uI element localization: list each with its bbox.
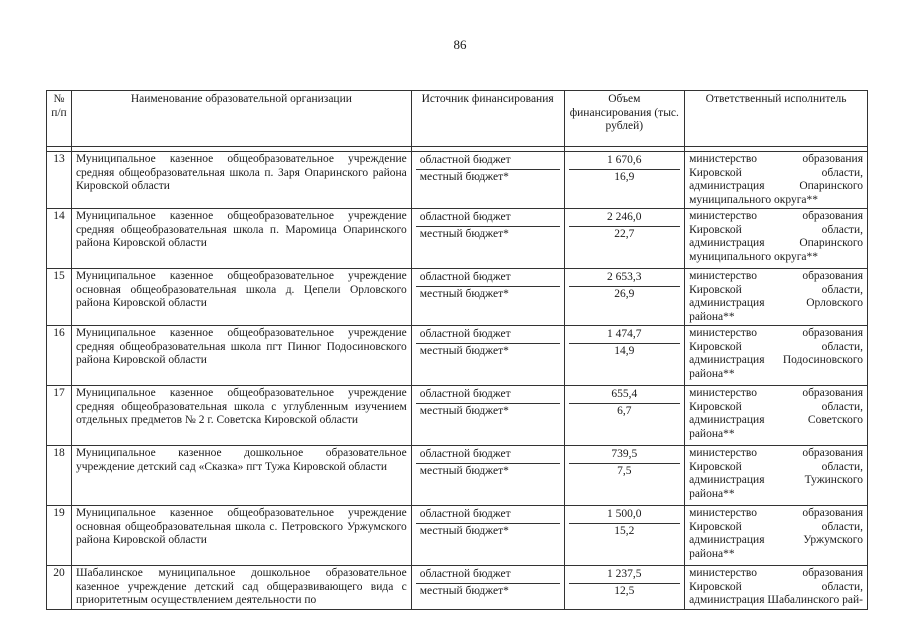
- source-local: местный бюджет*: [419, 227, 509, 240]
- amount-cell: [564, 446, 685, 506]
- amount-cell: [564, 152, 685, 209]
- row-number: 19: [47, 506, 72, 566]
- organization-name: Муниципальное казенное общеобразовательное учреждение основная общеобразовательная школа д. Цепели Орловского района Кировской области: [71, 269, 411, 326]
- amount-local: 14,9: [614, 344, 635, 357]
- source-cell: [411, 506, 564, 566]
- table-row: [47, 209, 868, 269]
- source-cell: [411, 326, 564, 386]
- responsible-executor: министерство образования Кировской области, администрация Опаринского муниципального округа**: [685, 152, 868, 209]
- amount-cell: [564, 209, 685, 269]
- source-local: местный бюджет*: [419, 584, 509, 597]
- table-row: [47, 446, 868, 506]
- amount-local: 16,9: [614, 170, 635, 183]
- source-cell: [411, 152, 564, 209]
- source-local: местный бюджет*: [419, 464, 509, 477]
- amount-cell: [564, 386, 685, 446]
- organization-name: Муниципальное казенное дошкольное образовательное учреждение детский сад «Сказка» пгт Тужа Кировской области: [71, 446, 411, 506]
- responsible-executor: министерство образования Кировской области, администрация Орловского района**: [685, 269, 868, 326]
- header-num: № п/п: [47, 91, 72, 147]
- responsible-executor: министерство образования Кировской области, администрация Советского района**: [685, 386, 868, 446]
- source-regional: областной бюджет: [416, 153, 560, 170]
- source-regional: областной бюджет: [416, 507, 560, 524]
- source-regional: областной бюджет: [416, 447, 560, 464]
- source-regional: областной бюджет: [416, 567, 560, 584]
- responsible-executor: министерство образования Кировской области, администрация Шабалинского рай-: [685, 566, 868, 610]
- row-number: 18: [47, 446, 72, 506]
- amount-local: 22,7: [614, 227, 635, 240]
- source-local: местный бюджет*: [419, 287, 509, 300]
- source-regional: областной бюджет: [416, 327, 560, 344]
- amount-local: 12,5: [614, 584, 635, 597]
- header-name: Наименование образовательной организации: [71, 91, 411, 147]
- responsible-executor: министерство образования Кировской области, администрация Опаринского муниципального округа**: [685, 209, 868, 269]
- row-number: 20: [47, 566, 72, 610]
- responsible-executor: министерство образования Кировской области, администрация Тужинского района**: [685, 446, 868, 506]
- amount-regional: 2 246,0: [569, 210, 681, 227]
- responsible-executor: министерство образования Кировской области, администрация Подосиновского района**: [685, 326, 868, 386]
- source-cell: [411, 269, 564, 326]
- organization-name: Муниципальное казенное общеобразовательное учреждение средняя общеобразовательная школа п. Маромица Опаринского района Кировской области: [71, 209, 411, 269]
- funding-table: [46, 90, 868, 610]
- row-number: 16: [47, 326, 72, 386]
- amount-cell: [564, 326, 685, 386]
- row-number: 14: [47, 209, 72, 269]
- row-number: 13: [47, 152, 72, 209]
- organization-name: Муниципальное казенное общеобразовательное учреждение средняя общеобразовательная школа пгт Пинюг Подосиновского района Кировской области: [71, 326, 411, 386]
- header-amount: Объем финансирования (тыс. рублей): [564, 91, 685, 147]
- table-row: [47, 386, 868, 446]
- source-regional: областной бюджет: [416, 270, 560, 287]
- organization-name: Муниципальное казенное общеобразовательное учреждение средняя общеобразовательная школа с углубленным изучением отдельных предметов № 2 г. Советска Кировской области: [71, 386, 411, 446]
- source-cell: [411, 209, 564, 269]
- source-cell: [411, 446, 564, 506]
- organization-name: Шабалинское муниципальное дошкольное образовательное казенное учреждение детский сад общеразвивающего вида с приоритетным осуществлением деятельности по: [71, 566, 411, 610]
- source-local: местный бюджет*: [419, 170, 509, 183]
- amount-regional: 2 653,3: [569, 270, 681, 287]
- organization-name: Муниципальное казенное общеобразовательное учреждение средняя общеобразовательная школа п. Заря Опаринского района Кировской области: [71, 152, 411, 209]
- amount-regional: 1 237,5: [569, 567, 681, 584]
- amount-regional: 1 474,7: [569, 327, 681, 344]
- source-local: местный бюджет*: [419, 404, 509, 417]
- table-row: [47, 326, 868, 386]
- row-number: 17: [47, 386, 72, 446]
- table-row: [47, 269, 868, 326]
- responsible-executor: министерство образования Кировской области, администрация Уржумского района**: [685, 506, 868, 566]
- amount-local: 7,5: [617, 464, 632, 477]
- source-local: местный бюджет*: [419, 524, 509, 537]
- source-cell: [411, 386, 564, 446]
- amount-cell: [564, 269, 685, 326]
- source-regional: областной бюджет: [416, 210, 560, 227]
- header-source: Источник финансирования: [411, 91, 564, 147]
- source-local: местный бюджет*: [419, 344, 509, 357]
- amount-regional: 655,4: [569, 387, 681, 404]
- amount-cell: [564, 506, 685, 566]
- amount-local: 15,2: [614, 524, 635, 537]
- source-regional: областной бюджет: [416, 387, 560, 404]
- amount-local: 6,7: [617, 404, 632, 417]
- header-responsible: Ответственный исполнитель: [685, 91, 868, 147]
- source-cell: [411, 566, 564, 610]
- table-row: [47, 566, 868, 610]
- row-number: 15: [47, 269, 72, 326]
- amount-cell: [564, 566, 685, 610]
- amount-local: 26,9: [614, 287, 635, 300]
- table-row: [47, 152, 868, 209]
- amount-regional: 1 500,0: [569, 507, 681, 524]
- amount-regional: 739,5: [569, 447, 681, 464]
- amount-regional: 1 670,6: [569, 153, 681, 170]
- table-header-row: [47, 91, 868, 147]
- table-row: [47, 506, 868, 566]
- organization-name: Муниципальное казенное общеобразовательное учреждение основная общеобразовательная школа с. Петровского Уржумского района Кировской области: [71, 506, 411, 566]
- page-number: 86: [453, 37, 467, 52]
